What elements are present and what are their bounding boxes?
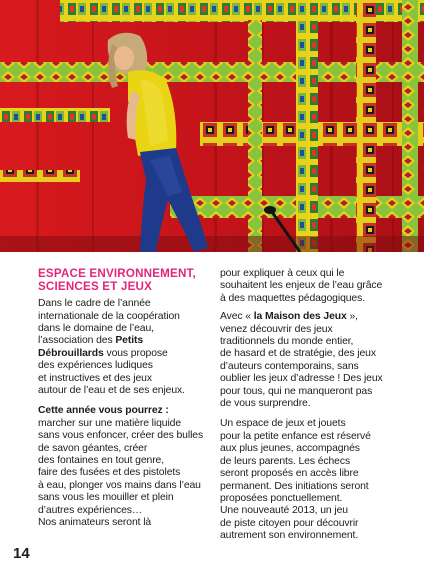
text-line: des expériences ludiques xyxy=(38,360,153,372)
fabric-strip xyxy=(0,108,110,122)
text-line: de piste citoyen pour découvrir xyxy=(220,517,359,529)
text-line xyxy=(38,335,218,347)
page-number: 14 xyxy=(13,545,30,562)
fabric-strip-vertical xyxy=(296,0,318,252)
text-line: pour expliquer à ceux qui le xyxy=(220,268,345,279)
text-line: souhaitent les enjeux de l’eau grâce xyxy=(220,280,383,292)
text-line: traditionnels du monde entier, xyxy=(220,336,354,348)
left-column xyxy=(38,268,218,536)
text-line: autrement son environnement. xyxy=(220,530,359,542)
section-heading xyxy=(38,268,218,293)
text-fragment: vous propose xyxy=(103,347,168,359)
text-line: permanent. Des initiations seront xyxy=(220,480,369,492)
text-fragment: l’association des xyxy=(38,335,116,347)
petite-enfance-paragraph xyxy=(220,418,396,542)
text-line: marcher sur une matière liquide xyxy=(38,417,182,429)
text-line: Un espace de jeux et jouets xyxy=(220,418,346,430)
text-line: de savon géantes, créer xyxy=(38,442,148,454)
text-line: de leurs parents. Les échecs xyxy=(220,455,351,467)
text-line: sans vous les mouiller et plein xyxy=(38,492,174,504)
text-line xyxy=(38,348,218,360)
text-line: à eau, plonger vos mains dans l’eau xyxy=(38,479,201,491)
fabric-strip-vertical xyxy=(402,0,418,252)
heading-line: SCIENCES ET JEUX xyxy=(38,279,153,293)
right-column xyxy=(220,268,396,549)
text-line: Une nouveauté 2013, un jeu xyxy=(220,505,348,517)
text-line: d’auteurs contemporains, sans xyxy=(220,360,359,372)
fabric-strip xyxy=(0,170,80,182)
maison-des-jeux-paragraph xyxy=(220,311,396,410)
fabric-strip-vertical xyxy=(248,20,262,252)
text-line: à des maquettes pédagogiques. xyxy=(220,292,365,304)
subheading: Cette année vous pourrez : xyxy=(38,405,169,417)
text-line: pour la petite enfance est réservé xyxy=(220,430,371,442)
text-line: internationale de la coopération xyxy=(38,310,180,322)
text-line: autour de l’eau et de ses enjeux. xyxy=(38,385,185,397)
continuation-paragraph xyxy=(220,268,396,305)
photo-scene xyxy=(0,0,424,252)
text-line: pour tous, qui ne manqueront pas xyxy=(220,385,373,397)
text-line: et instructives et des jeux xyxy=(38,372,152,384)
photo xyxy=(0,0,424,252)
text-fragment: Avec « xyxy=(220,311,254,323)
org-name: Débrouillards xyxy=(38,347,104,359)
org-name: Petits xyxy=(115,335,144,347)
text-line: Nos animateurs seront là xyxy=(38,517,152,529)
text-line: faire des fusées et des pistolets xyxy=(38,467,181,479)
text-line: sans vous enfoncer, créer des bulles xyxy=(38,430,204,442)
heading-line: ESPACE ENVIRONNEMENT, xyxy=(38,267,196,280)
text-fragment: », xyxy=(346,311,358,323)
fabric-strip-vertical xyxy=(356,0,376,252)
text-line: oublier les jeux d’adresse ! Des jeux xyxy=(220,373,383,385)
text-line: des fontaines en tout genre, xyxy=(38,455,165,467)
text-line: de hasard et de stratégie, des jeux xyxy=(220,348,376,360)
text-line: seront proposés en accès libre xyxy=(220,468,359,480)
intro-paragraph xyxy=(38,298,218,397)
text-line: proposées ponctuellement. xyxy=(220,492,343,504)
text-line: Dans le cadre de l’année xyxy=(38,298,151,310)
maison-name: la Maison des Jeux xyxy=(253,311,347,323)
activities-paragraph xyxy=(38,405,218,529)
text-line: dans le domaine de l’eau, xyxy=(38,323,154,334)
text-line: d’autres expériences… xyxy=(38,504,143,516)
text-line: venez découvrir des jeux xyxy=(220,323,333,335)
text-line: aux plus jeunes, accompagnés xyxy=(220,443,360,455)
text-line xyxy=(220,311,396,323)
text-line: de vous surprendre. xyxy=(220,398,311,410)
